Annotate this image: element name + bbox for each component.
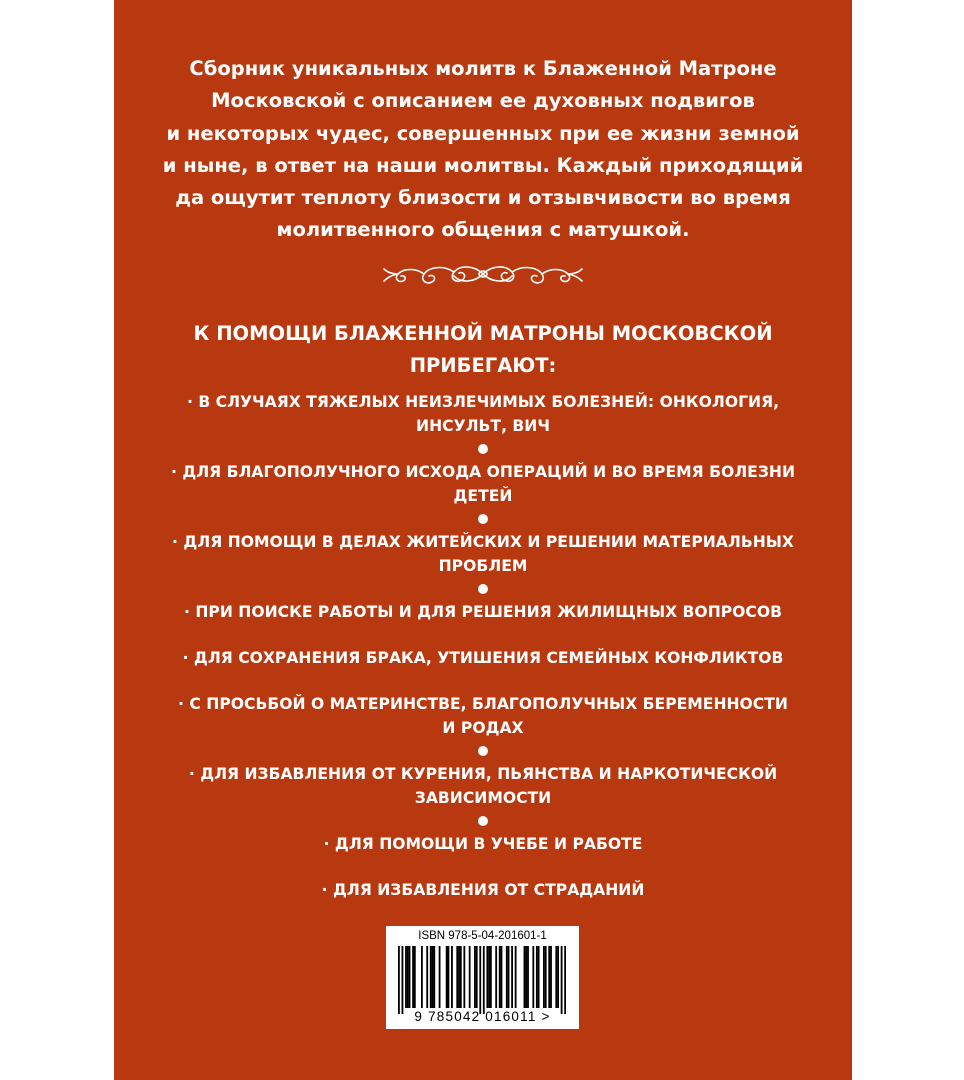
intro-line: и ныне, в ответ на наши молитвы. Каждый приходящий — [162, 153, 804, 177]
barcode-bar — [495, 946, 497, 1008]
list-item — [114, 762, 852, 826]
barcode-bar — [538, 946, 540, 1008]
list-item-line: ЗАВИСИМОСТИ — [414, 789, 552, 807]
list-item-line: · ДЛЯ ИЗБАВЛЕНИЯ ОТ КУРЕНИЯ, ПЬЯНСТВА И НАРКОТИЧЕСКОЙ — [188, 765, 778, 783]
list-item-line: · ДЛЯ БЛАГОПОЛУЧНОГО ИСХОДА ОПЕРАЦИЙ И ВО ВРЕМЯ БОЛЕЗНИ — [170, 463, 796, 481]
barcode-bar — [479, 946, 481, 1014]
heading-line: К ПОМОЩИ БЛАЖЕННОЙ МАТРОНЫ МОСКОВСКОЙ — [193, 322, 773, 345]
barcode-digits: 9 785042 016011 > — [414, 1009, 551, 1024]
barcode-bar — [536, 946, 538, 1008]
barcode-bar — [501, 946, 503, 1008]
barcode-bar — [508, 946, 510, 1008]
barcode-bar — [398, 946, 400, 1014]
barcode-bar — [463, 946, 465, 1008]
barcode-bar — [532, 946, 534, 1008]
barcode-bar — [550, 946, 552, 1008]
list-item — [114, 530, 852, 594]
barcode-bar — [426, 946, 428, 1008]
list-item-line: И РОДАХ — [442, 719, 524, 737]
intro-paragraph — [114, 53, 852, 247]
list-item — [114, 692, 852, 756]
bullet-separator-icon — [478, 816, 488, 826]
bullet-separator-icon — [478, 584, 488, 594]
barcode-bar — [469, 946, 471, 1008]
barcode-bar — [409, 946, 411, 1008]
bullet-separator-icon — [478, 444, 488, 454]
barcode-bar — [483, 946, 485, 1014]
back-cover — [114, 0, 852, 1080]
list-item — [114, 390, 852, 454]
barcode-bar — [490, 946, 492, 1008]
list-item — [114, 832, 852, 878]
barcode-bar — [456, 946, 458, 1008]
intro-line: Сборник уникальных молитв к Блаженной Матроне — [189, 57, 777, 80]
list-item-line: ИНСУЛЬТ, ВИЧ — [416, 417, 550, 435]
list-item-line: · ДЛЯ СОХРАНЕНИЯ БРАКА, УТИШЕНИЯ СЕМЕЙНЫХ КОНФЛИКТОВ — [182, 649, 784, 667]
barcode-bar — [506, 946, 508, 1008]
barcode-bar — [548, 946, 550, 1008]
intro-line: молитвенного общения с матушкой. — [276, 218, 690, 242]
barcode-bar — [458, 946, 460, 1008]
barcode-bar — [527, 946, 529, 1008]
list-item-line: · ДЛЯ ИЗБАВЛЕНИЯ ОТ СТРАДАНИЙ — [321, 881, 645, 899]
list-item — [114, 460, 852, 524]
barcode-bar — [499, 946, 501, 1008]
bullet-separator-icon — [478, 746, 488, 756]
isbn-label: ISBN 978-5-04-201601-1 — [418, 930, 547, 942]
barcode-bar — [564, 946, 566, 1014]
barcode-bar — [446, 946, 448, 1008]
intro-line: да ощутит теплоту близости и отзывчивости во время — [175, 186, 791, 210]
list-item-line: · ДЛЯ ПОМОЩИ В ДЕЛАХ ЖИТЕЙСКИХ И РЕШЕНИИ МАТЕРИАЛЬНЫХ — [172, 533, 794, 551]
barcode-icon — [398, 946, 566, 1014]
barcode-bar — [545, 946, 547, 1008]
barcode-bar — [451, 946, 453, 1008]
ornamental-divider-icon — [382, 258, 584, 290]
list-item — [114, 646, 852, 692]
list-heading — [114, 318, 852, 382]
list-item-line: ДЕТЕЙ — [453, 487, 513, 505]
barcode-bar — [460, 946, 462, 1008]
list-item — [114, 878, 852, 902]
isbn-barcode-block — [386, 926, 579, 1029]
barcode-bar — [448, 946, 450, 1008]
barcode-bar — [488, 946, 490, 1008]
barcode-bar — [557, 946, 559, 1008]
barcode-bar — [402, 946, 404, 1014]
list-item — [114, 600, 852, 646]
barcode-bar — [421, 946, 423, 1008]
barcode-bar — [561, 946, 563, 1014]
barcode-bar — [412, 946, 414, 1008]
barcode-bar — [414, 946, 416, 1008]
barcode-bar — [432, 946, 434, 1008]
barcode-bar — [407, 946, 409, 1008]
list-item-line: ПРОБЛЕМ — [438, 557, 528, 575]
barcode-bar — [405, 946, 407, 1008]
barcode-bar — [525, 946, 527, 1008]
barcode-bar — [474, 946, 476, 1008]
intro-line: и некоторых чудес, совершенных при ее жизни земной — [166, 121, 800, 145]
heading-line: ПРИБЕГАЮТ: — [409, 354, 557, 377]
list-item-line: · В СЛУЧАЯХ ТЯЖЕЛЫХ НЕИЗЛЕЧИМЫХ БОЛЕЗНЕЙ: ОНКОЛОГИЯ, — [186, 393, 780, 411]
barcode-bar — [555, 946, 557, 1008]
barcode-bar — [439, 946, 441, 1008]
barcode-bar — [430, 946, 432, 1008]
list-item-line: · ПРИ ПОИСКЕ РАБОТЫ И ДЛЯ РЕШЕНИЯ ЖИЛИЩНЫХ ВОПРОСОВ — [183, 603, 783, 621]
barcode-bar — [486, 946, 488, 1008]
intro-line: Московской с описанием ее духовных подвигов — [211, 89, 755, 113]
help-list — [114, 390, 852, 902]
bullet-separator-icon — [478, 514, 488, 524]
barcode-bar — [524, 946, 526, 1008]
barcode-bar — [476, 946, 478, 1008]
list-item-line: · С ПРОСЬБОЙ О МАТЕРИНСТВЕ, БЛАГОПОЛУЧНЫХ БЕРЕМЕННОСТИ — [178, 695, 788, 713]
list-item-line: · ДЛЯ ПОМОЩИ В УЧЕБЕ И РАБОТЕ — [323, 835, 643, 853]
barcode-bar — [511, 946, 513, 1008]
barcode-bar — [543, 946, 545, 1008]
barcode-bar — [433, 946, 435, 1008]
barcode-bar — [515, 946, 517, 1008]
